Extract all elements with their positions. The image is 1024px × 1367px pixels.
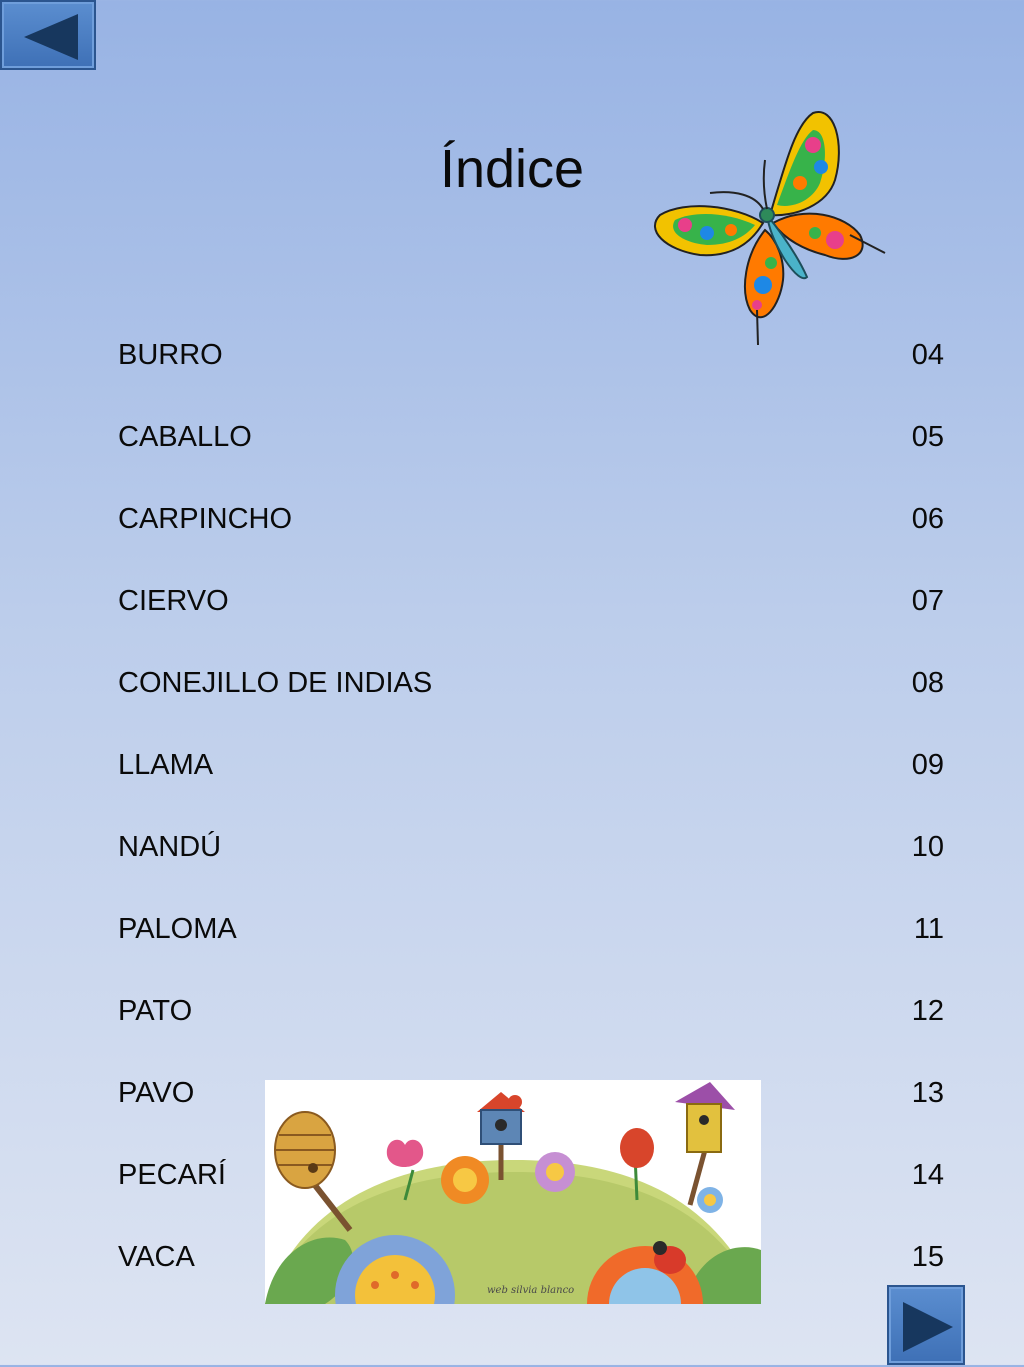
list-item[interactable] <box>118 660 948 742</box>
triangle-left-icon <box>2 2 98 72</box>
entry-page: 15 <box>911 1241 944 1273</box>
entry-name: PECARÍ <box>118 1159 226 1191</box>
entry-name: VACA <box>118 1241 195 1273</box>
entry-name: NANDÚ <box>118 831 222 863</box>
illustration-credit: web silvia blanco <box>487 1285 575 1296</box>
entry-page: 06 <box>911 503 944 535</box>
entry-name: PALOMA <box>118 913 237 945</box>
previous-page-button[interactable] <box>0 0 96 70</box>
next-page-button[interactable] <box>887 1285 965 1365</box>
butterfly-icon <box>645 105 890 350</box>
entry-name: LLAMA <box>118 749 214 781</box>
list-item[interactable] <box>118 496 948 578</box>
entry-page: 05 <box>911 421 944 453</box>
entry-name: CABALLO <box>118 421 252 453</box>
entry-name: CIERVO <box>118 585 229 617</box>
entry-name: CONEJILLO DE INDIAS <box>118 667 433 699</box>
entry-page: 11 <box>913 913 944 945</box>
list-item[interactable] <box>118 988 948 1070</box>
entry-page: 04 <box>911 339 944 371</box>
list-item[interactable] <box>118 332 948 414</box>
list-item[interactable] <box>118 414 948 496</box>
entry-name: CARPINCHO <box>118 503 293 535</box>
page-title: Índice <box>439 139 585 199</box>
entry-page: 10 <box>911 831 944 863</box>
entry-name: BURRO <box>118 339 223 371</box>
entry-page: 12 <box>911 995 944 1027</box>
entry-page: 14 <box>911 1159 944 1191</box>
list-item[interactable] <box>118 742 948 824</box>
entry-name: PATO <box>118 995 193 1027</box>
list-item[interactable] <box>118 824 948 906</box>
list-item[interactable] <box>118 578 948 660</box>
entry-page: 09 <box>911 749 944 781</box>
list-item[interactable] <box>118 906 948 988</box>
entry-page: 07 <box>911 585 944 617</box>
garden-illustration <box>265 1080 761 1304</box>
entry-page: 13 <box>911 1077 944 1109</box>
entry-name: PAVO <box>118 1077 195 1109</box>
entry-page: 08 <box>911 667 944 699</box>
triangle-right-icon <box>889 1287 967 1367</box>
